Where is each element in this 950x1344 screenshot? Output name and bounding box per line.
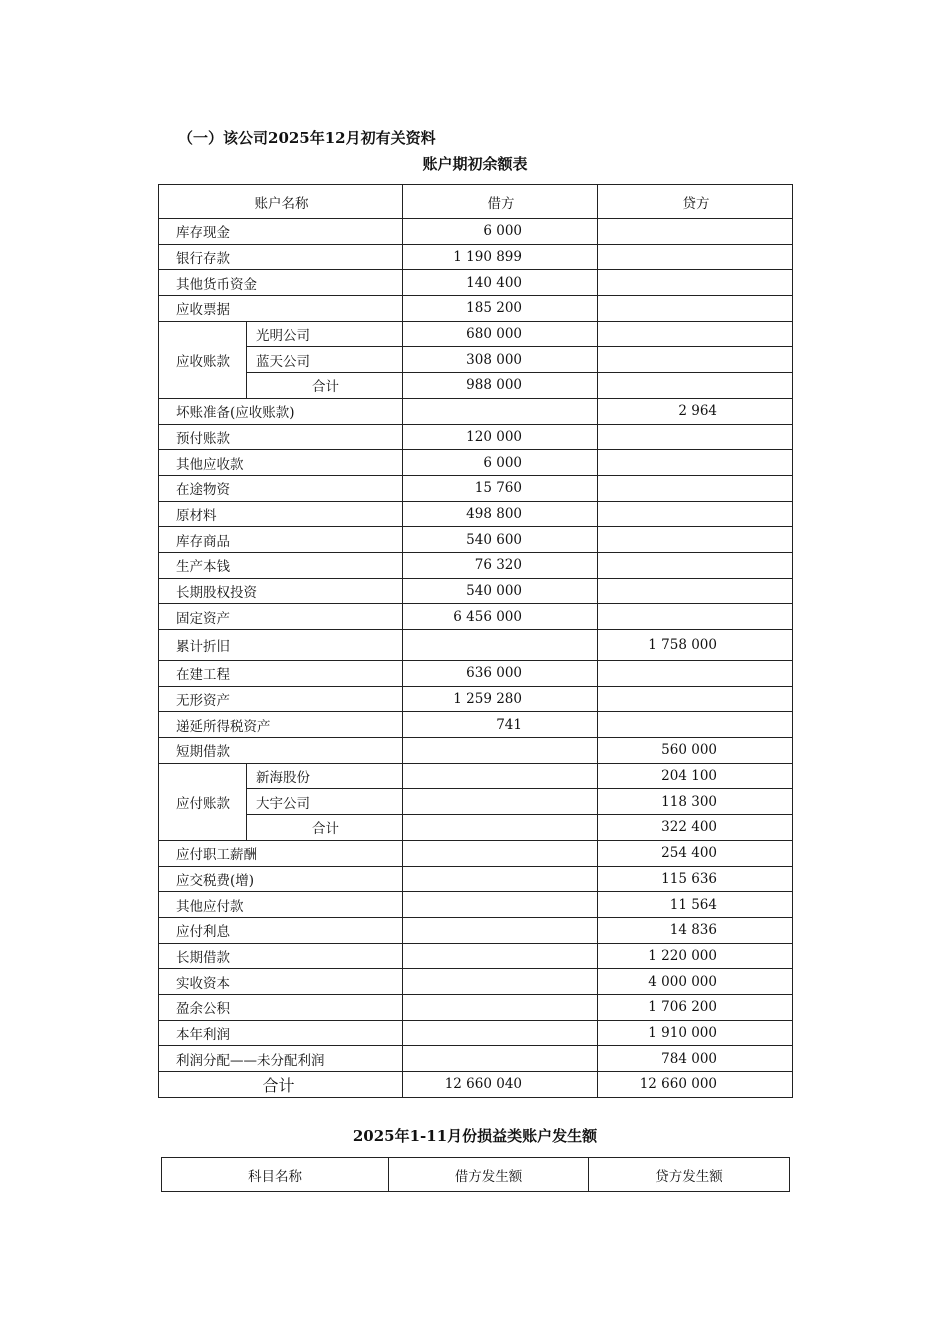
account-name: 库存商品 [159, 527, 403, 553]
debit-value: 680 000 [403, 321, 598, 347]
account-name: 预付账款 [159, 424, 403, 450]
credit-value: 4 000 000 [598, 969, 793, 995]
payables-group-label: 应付账款 [159, 763, 247, 840]
total-label: 合计 [159, 1072, 403, 1098]
header-debit: 借方 [403, 185, 598, 219]
credit-value: 118 300 [598, 789, 793, 815]
account-name: 库存现金 [159, 219, 403, 245]
account-name: 原材料 [159, 501, 403, 527]
debit-value: 76 320 [403, 552, 598, 578]
sub-account-name: 新海股份 [247, 763, 403, 789]
table-row [159, 1020, 793, 1046]
section-heading: （一）该公司2025年12月初有关资料 [178, 129, 436, 147]
table-row [159, 815, 793, 841]
sub-account-total-label: 合计 [247, 815, 403, 841]
debit-value: 741 [403, 712, 598, 738]
credit-value: 1 706 200 [598, 994, 793, 1020]
sub-account-name: 光明公司 [247, 321, 403, 347]
table-row [159, 994, 793, 1020]
table-row [159, 501, 793, 527]
credit-value [598, 321, 793, 347]
credit-value [598, 219, 793, 245]
credit-value: 1 758 000 [598, 630, 793, 661]
credit-value: 2 964 [598, 398, 793, 424]
account-name: 其他应收款 [159, 450, 403, 476]
total-debit-value: 12 660 040 [403, 1072, 598, 1098]
debit-value: 540 600 [403, 527, 598, 553]
sub-account-name: 大宇公司 [247, 789, 403, 815]
table-header-row [159, 185, 793, 219]
credit-value [598, 686, 793, 712]
credit-value [598, 501, 793, 527]
debit-value [403, 398, 598, 424]
total-credit-value: 12 660 000 [598, 1072, 793, 1098]
debit-value: 185 200 [403, 296, 598, 322]
debit-value [403, 840, 598, 866]
table-row [159, 244, 793, 270]
income-accounts-table [161, 1157, 790, 1192]
account-name: 其他货币资金 [159, 270, 403, 296]
credit-value [598, 578, 793, 604]
credit-value [598, 527, 793, 553]
table-row [159, 712, 793, 738]
debit-value: 6 000 [403, 219, 598, 245]
account-name: 其他应付款 [159, 892, 403, 918]
account-name: 长期股权投资 [159, 578, 403, 604]
account-name: 长期借款 [159, 943, 403, 969]
debit-value [403, 1046, 598, 1072]
debit-value: 1 190 899 [403, 244, 598, 270]
table-row [159, 917, 793, 943]
account-name: 应付利息 [159, 917, 403, 943]
table-row [159, 686, 793, 712]
credit-value: 1 220 000 [598, 943, 793, 969]
table-row [159, 424, 793, 450]
credit-value [598, 347, 793, 373]
sub-account-name: 蓝天公司 [247, 347, 403, 373]
credit-value: 1 910 000 [598, 1020, 793, 1046]
table-row [159, 578, 793, 604]
credit-value: 560 000 [598, 738, 793, 764]
header-account-name: 账户名称 [159, 185, 403, 219]
credit-value [598, 552, 793, 578]
header-subject-name: 科目名称 [162, 1158, 389, 1192]
table-row [159, 398, 793, 424]
opening-balance-table [158, 184, 793, 1098]
receivables-group-label: 应收账款 [159, 321, 247, 398]
account-name: 在建工程 [159, 661, 403, 687]
debit-value: 1 259 280 [403, 686, 598, 712]
debit-value [403, 866, 598, 892]
income-accounts-title: 2025年1-11月份损益类账户发生额 [352, 1127, 598, 1145]
table-row [159, 270, 793, 296]
header-credit: 贷方 [598, 185, 793, 219]
account-name: 短期借款 [159, 738, 403, 764]
credit-value: 204 100 [598, 763, 793, 789]
table-row [159, 969, 793, 995]
credit-value [598, 712, 793, 738]
debit-value: 636 000 [403, 661, 598, 687]
debit-value: 6 000 [403, 450, 598, 476]
debit-value [403, 763, 598, 789]
debit-value: 120 000 [403, 424, 598, 450]
account-name: 应收票据 [159, 296, 403, 322]
table-row [159, 450, 793, 476]
credit-value: 14 836 [598, 917, 793, 943]
table-row [159, 630, 793, 661]
debit-value [403, 969, 598, 995]
account-name: 利润分配——未分配利润 [159, 1046, 403, 1072]
debit-value [403, 943, 598, 969]
table-row [159, 296, 793, 322]
table-row [159, 840, 793, 866]
account-name: 坏账准备(应收账款) [159, 398, 403, 424]
table-row [159, 347, 793, 373]
debit-value: 140 400 [403, 270, 598, 296]
debit-value [403, 892, 598, 918]
debit-value: 540 000 [403, 578, 598, 604]
account-name: 本年利润 [159, 1020, 403, 1046]
credit-value [598, 661, 793, 687]
table-row [159, 373, 793, 399]
credit-value [598, 604, 793, 630]
table-row [159, 1046, 793, 1072]
table-row [159, 321, 793, 347]
credit-value [598, 450, 793, 476]
table-row [159, 789, 793, 815]
table-row [159, 219, 793, 245]
table-row [159, 552, 793, 578]
account-name: 生产本钱 [159, 552, 403, 578]
table-row [159, 943, 793, 969]
credit-value: 322 400 [598, 815, 793, 841]
table-total-row [159, 1072, 793, 1098]
account-name: 在途物资 [159, 475, 403, 501]
table-header-row [162, 1158, 790, 1192]
opening-balance-title: 账户期初余额表 [422, 155, 528, 173]
credit-value [598, 244, 793, 270]
debit-value [403, 789, 598, 815]
credit-value [598, 270, 793, 296]
credit-value: 784 000 [598, 1046, 793, 1072]
credit-value: 115 636 [598, 866, 793, 892]
table-row [159, 866, 793, 892]
credit-value [598, 475, 793, 501]
account-name: 实收资本 [159, 969, 403, 995]
debit-value: 498 800 [403, 501, 598, 527]
account-name: 应付职工薪酬 [159, 840, 403, 866]
credit-value: 254 400 [598, 840, 793, 866]
account-name: 累计折旧 [159, 630, 403, 661]
debit-value [403, 917, 598, 943]
table-row [159, 604, 793, 630]
debit-value [403, 994, 598, 1020]
account-name: 递延所得税资产 [159, 712, 403, 738]
debit-value: 308 000 [403, 347, 598, 373]
account-name: 无形资产 [159, 686, 403, 712]
credit-value [598, 296, 793, 322]
table-row [159, 738, 793, 764]
header-credit-amount: 贷方发生额 [589, 1158, 790, 1192]
debit-value: 988 000 [403, 373, 598, 399]
table-row [159, 892, 793, 918]
debit-value [403, 738, 598, 764]
table-row [159, 763, 793, 789]
credit-value [598, 424, 793, 450]
debit-value: 15 760 [403, 475, 598, 501]
table-row [159, 527, 793, 553]
debit-value [403, 630, 598, 661]
debit-value [403, 815, 598, 841]
account-name: 应交税费(增) [159, 866, 403, 892]
debit-value [403, 1020, 598, 1046]
account-name: 固定资产 [159, 604, 403, 630]
credit-value [598, 373, 793, 399]
table-row [159, 475, 793, 501]
header-debit-amount: 借方发生额 [389, 1158, 589, 1192]
account-name: 银行存款 [159, 244, 403, 270]
credit-value: 11 564 [598, 892, 793, 918]
debit-value: 6 456 000 [403, 604, 598, 630]
account-name: 盈余公积 [159, 994, 403, 1020]
sub-account-total-label: 合计 [247, 373, 403, 399]
table-row [159, 661, 793, 687]
